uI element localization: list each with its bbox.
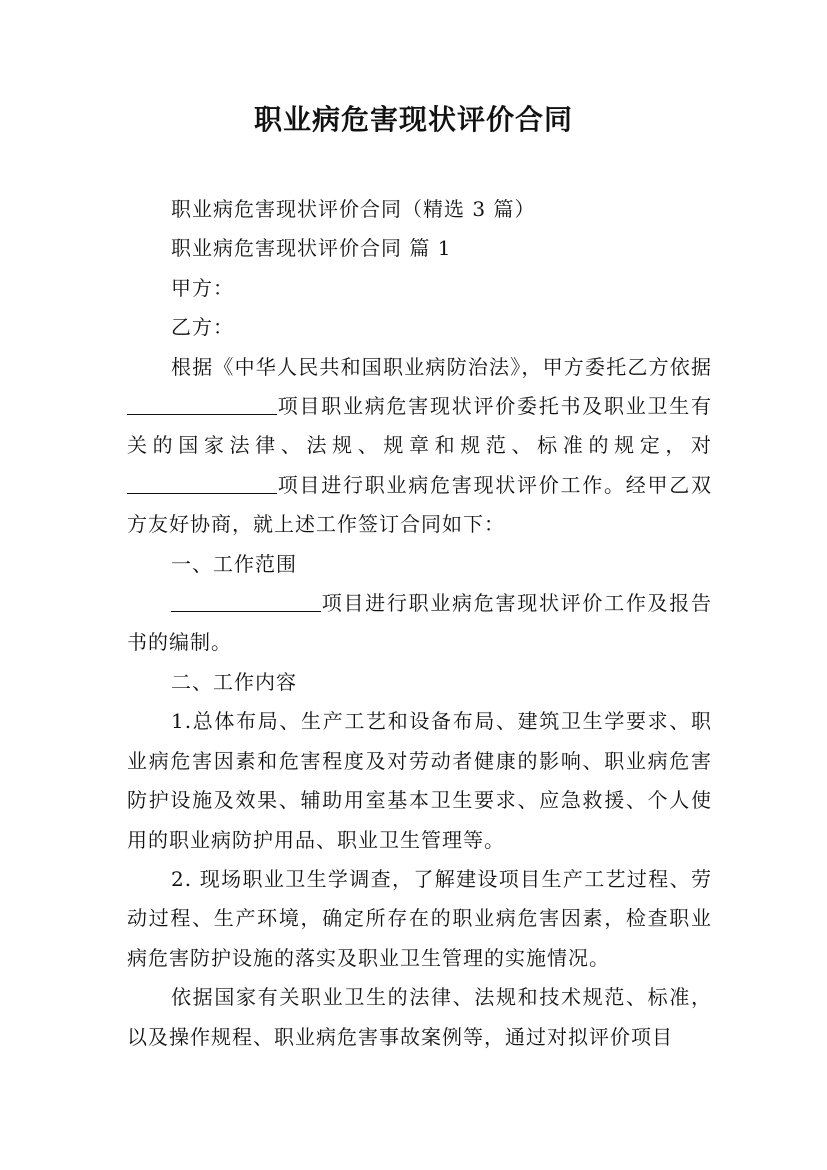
paragraph-content-item-1: 1.总体布局、生产工艺和设备布局、建筑卫生学要求、职业病危害因素和危害程度及对劳动者健康的影响、职业病危害防护设施及效果、辅助用室基本卫生要求、应急救援、个人使用的职业病防护用品、职业卫生管理等。: [127, 709, 712, 852]
paragraph-party-a: 甲方：: [171, 275, 234, 300]
paragraph-intro: [127, 348, 712, 545]
paragraph-selection-note: 职业病危害现状评价合同（精选 3 篇）: [171, 197, 536, 221]
intro-text-a: 根据《中华人民共和国职业病防治法》，甲方委托乙方依据: [171, 354, 712, 379]
blank-project-name-3[interactable]: [171, 585, 321, 612]
blank-project-name-1[interactable]: [127, 388, 277, 415]
section-heading-scope: 一、工作范围: [171, 551, 297, 576]
intro-text-c: 项目进行职业病危害现状评价工作。经甲乙双方友好协商，就上述工作签订合同如下：: [127, 472, 712, 537]
intro-text-b: 项目职业病危害现状评价委托书及职业卫生有关的国家法律、法规、规章和规范、标准的规定，对: [127, 394, 712, 458]
paragraph-part-heading: 职业病危害现状评价合同 篇 1: [171, 236, 452, 261]
scope-text: 项目进行职业病危害现状评价工作及报告书的编制。: [127, 591, 712, 655]
section-heading-content: 二、工作内容: [171, 669, 297, 694]
paragraph-scope: [127, 584, 712, 663]
document-body: [127, 190, 712, 1057]
paragraph-basis: 依据国家有关职业卫生的法律、法规和技术规范、标准，以及操作规程、职业病危害事故案例等，通过对拟评价项目: [127, 985, 712, 1049]
paragraph-content-item-2: 2. 现场职业卫生学调查，了解建设项目生产工艺过程、劳动过程、生产环境，确定所存在的职业病危害因素，检查职业病危害防护设施的落实及职业卫生管理的实施情况。: [127, 866, 712, 970]
blank-project-name-2[interactable]: [127, 467, 277, 494]
document-title: 职业病危害现状评价合同: [253, 103, 573, 136]
paragraph-party-b: 乙方：: [171, 315, 234, 340]
